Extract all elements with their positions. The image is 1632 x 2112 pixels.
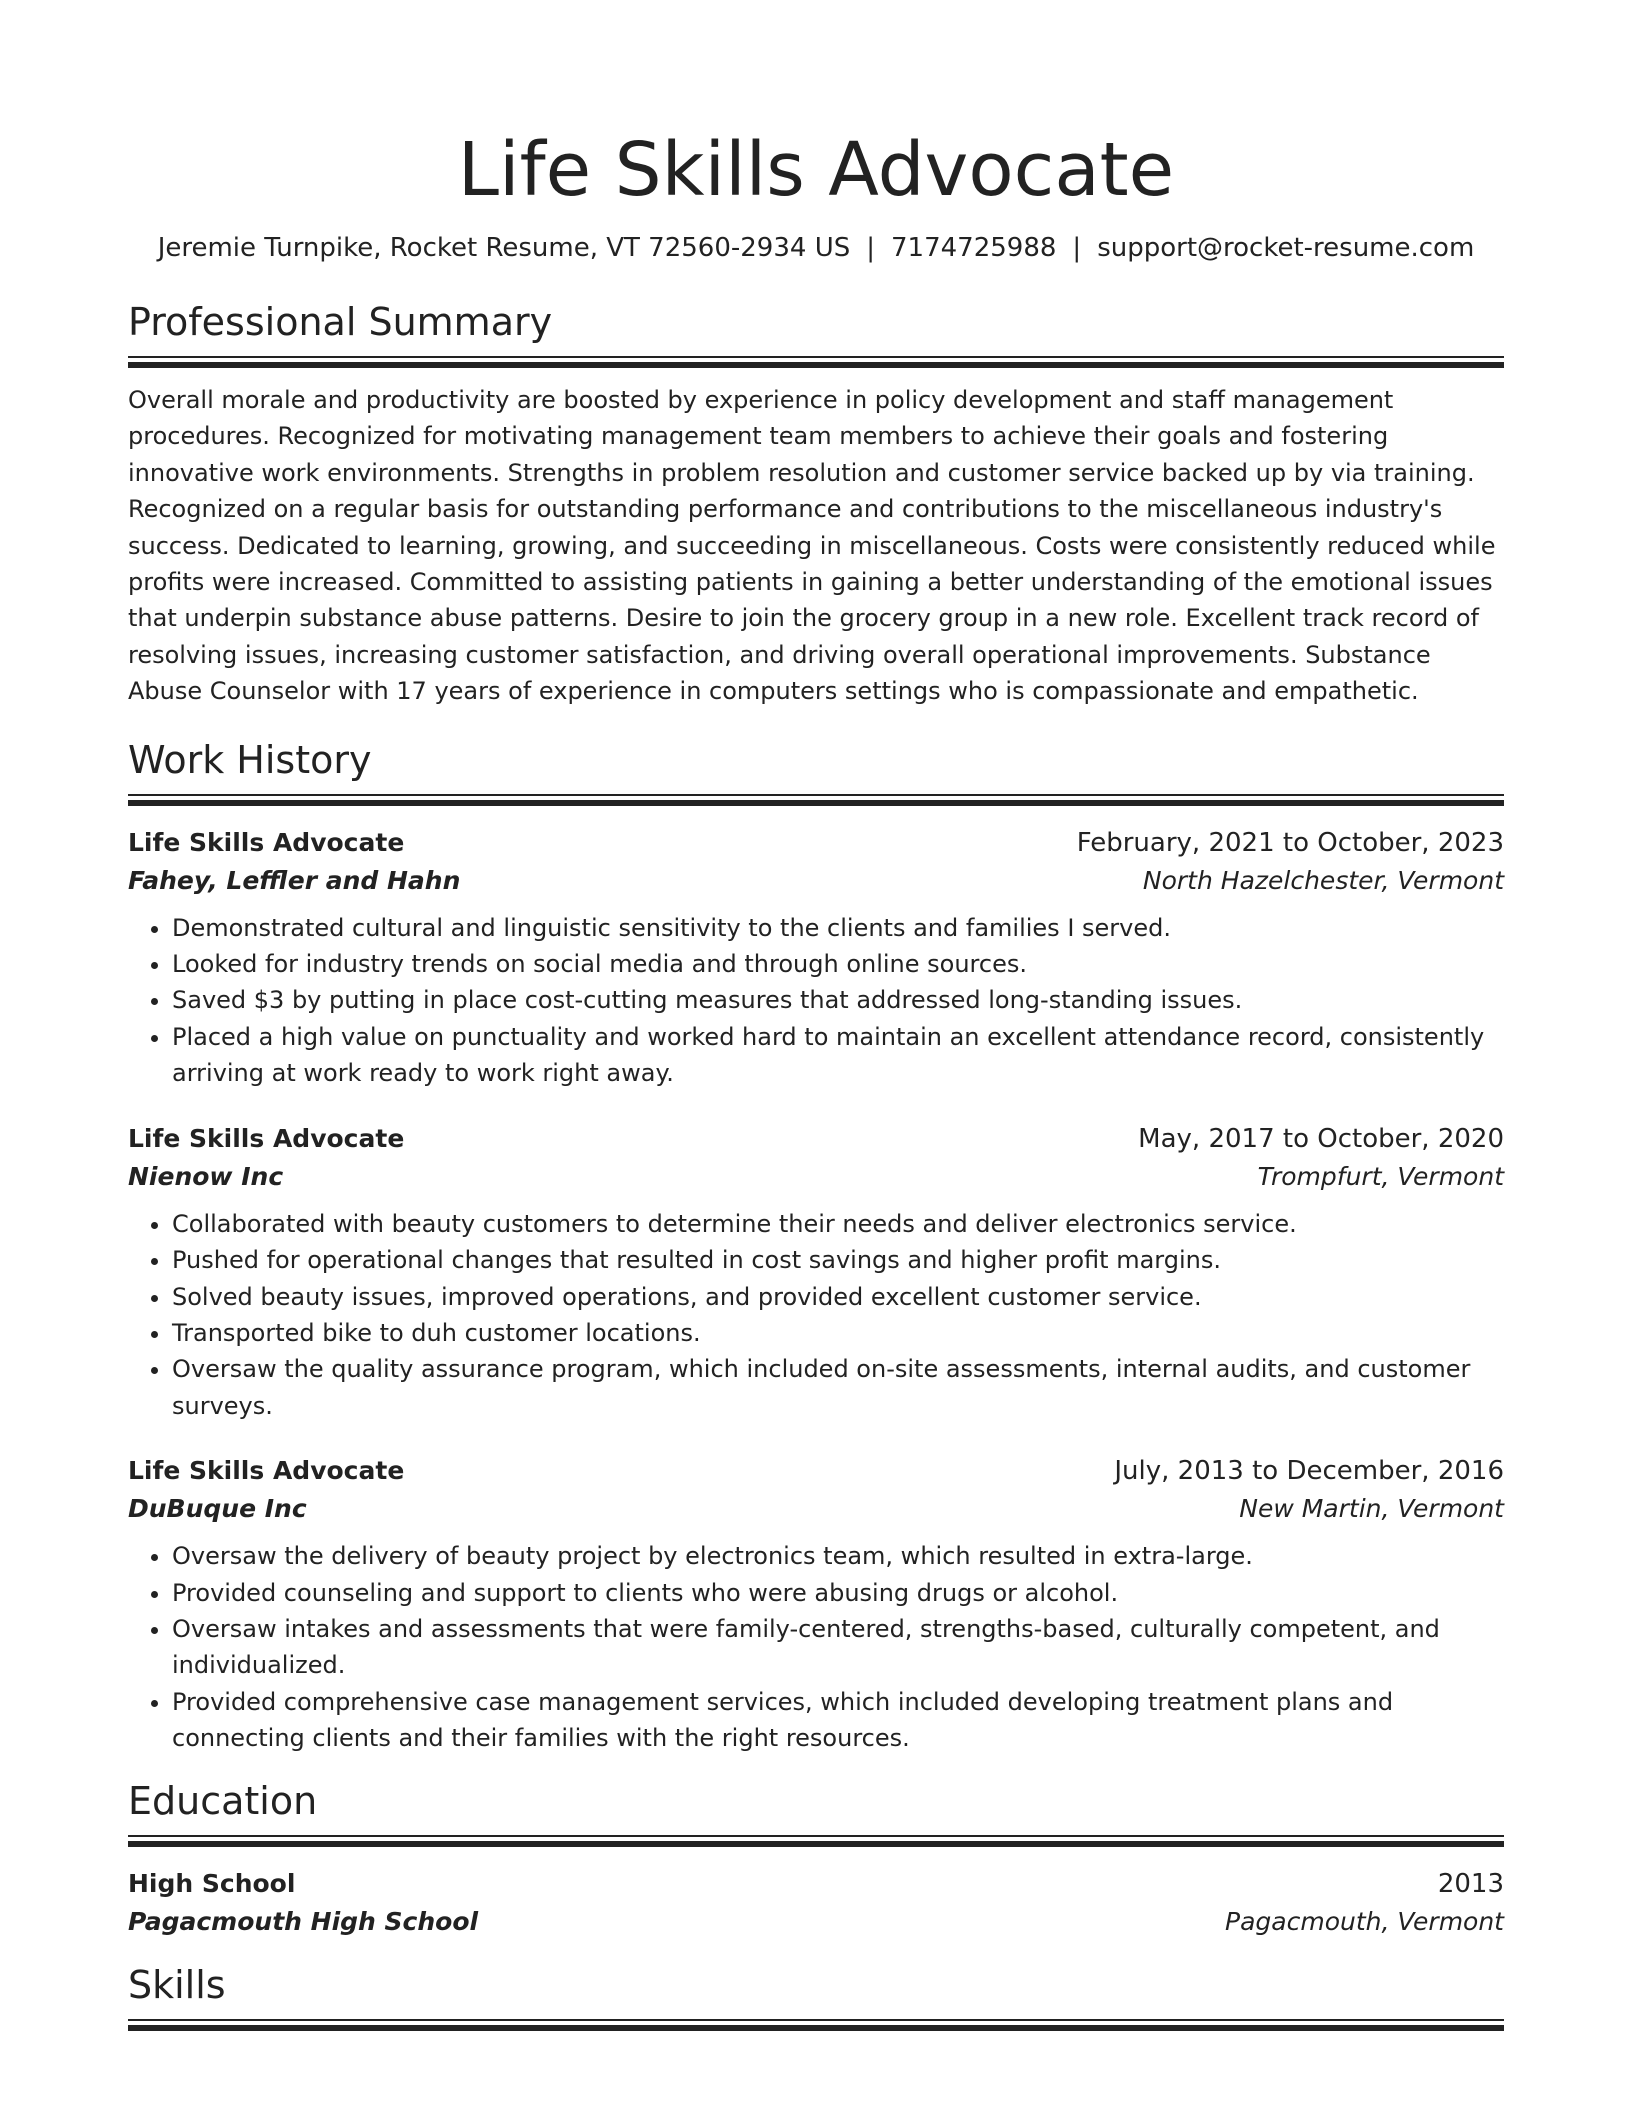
contact-email[interactable]: support@rocket-resume.com [1097,233,1475,263]
resume-title: Life Skills Advocate [457,127,1175,213]
resume-page [128,0,1504,2031]
job-bullet: • Demonstrated cultural and linguistic sensitivity to the clients and families I served. [172,910,1504,946]
job-location: North Hazelchester, Vermont [1142,865,1504,895]
job-entry [128,1452,1504,1756]
job-header [128,1452,1504,1490]
job-bullet: • Oversaw the quality assurance program, which included on-site assessments, internal audits, and customer surveys. [172,1351,1504,1424]
section-title-education: Education [128,1778,318,1823]
job-bullet: • Placed a high value on punctuality and worked hard to maintain an excellent attendance record, consistently arriving at work ready to work right away. [172,1019,1504,1092]
job-subheader [128,862,1504,900]
job-bullets [128,1206,1504,1424]
education-header [128,1865,1504,1903]
job-bullets [128,910,1504,1092]
job-company: DuBuque Inc [128,1494,307,1524]
contact-separator: | [866,233,875,263]
job-role: Life Skills Advocate [128,1456,405,1486]
job-bullet: • Transported bike to duh customer locations. [172,1315,1504,1351]
section-divider [128,1835,1504,1847]
education-subheader [128,1903,1504,1941]
section-divider [128,2019,1504,2031]
job-bullet: • Oversaw intakes and assessments that were family-centered, strengths-based, culturally competent, and individualized. [172,1611,1504,1684]
section-title-work-history: Work History [128,737,372,782]
section-title-skills: Skills [128,1962,226,2007]
job-subheader [128,1490,1504,1528]
job-location: Trompfurt, Vermont [1257,1161,1504,1191]
summary-section [128,296,1504,710]
job-dates: July, 2013 to December, 2016 [1114,1456,1504,1487]
education-year: 2013 [1437,1868,1504,1899]
section-divider [128,794,1504,806]
job-subheader [128,1158,1504,1196]
job-bullet: • Looked for industry trends on social media and through online sources. [172,946,1504,982]
education-school: Pagacmouth High School [128,1906,479,1936]
education-entry [128,1865,1504,1941]
education-degree: High School [128,1868,296,1898]
job-bullet: • Oversaw the delivery of beauty project by electronics team, which resulted in extra-large. [172,1538,1504,1574]
job-role: Life Skills Advocate [128,1123,405,1153]
work-history-section [128,734,1504,1757]
contact-address: Jeremie Turnpike, Rocket Resume, VT 72560-2934 US [157,233,851,263]
section-title-summary: Professional Summary [128,300,553,344]
summary-text: Overall morale and productivity are boosted by experience in policy development and staff management procedures. Recognized for motivating management team members to achieve their goals and fostering innovative work environments. Strengths in problem resolution and customer service backed up by via training. Recognized on a regular basis for outstanding performance and contributions to the miscellaneous industry's success. Dedicated to learning, growing, and succeeding in miscellaneous. Costs were consistently reduced while profits were increased. Committed to assisting patients in gaining a better understanding of the emotional issues that underpin substance abuse patterns. Desire to join the grocery group in a new role. Excellent track record of resolving issues, increasing customer satisfaction, and driving overall operational improvements. Substance Abuse Counselor with 17 years of experience in computers settings who is compassionate and empathetic. [128,386,1496,706]
job-bullet: • Collaborated with beauty customers to determine their needs and deliver electronics service. [172,1206,1504,1242]
education-location: Pagacmouth, Vermont [1225,1906,1504,1936]
contact-phone: 7174725988 [891,233,1057,263]
job-header [128,1120,1504,1158]
job-bullet: • Solved beauty issues, improved operations, and provided excellent customer service. [172,1279,1504,1315]
job-bullet: • Pushed for operational changes that resulted in cost savings and higher profit margins. [172,1242,1504,1278]
contact-separator: | [1072,233,1082,263]
job-bullet: • Saved $3 by putting in place cost-cutting measures that addressed long-standing issues. [172,982,1504,1018]
education-section [128,1775,1504,1941]
job-header [128,824,1504,862]
job-role: Life Skills Advocate [128,827,405,857]
job-dates: May, 2017 to October, 2020 [1138,1123,1504,1154]
job-bullets [128,1538,1504,1756]
job-bullet: • Provided comprehensive case management services, which included developing treatment plans and connecting clients and their families with the right resources. [172,1684,1504,1757]
job-location: New Martin, Vermont [1239,1494,1504,1524]
job-entry [128,824,1504,1092]
job-bullet: • Provided counseling and support to clients who were abusing drugs or alcohol. [172,1575,1504,1611]
job-entry [128,1120,1504,1424]
skills-section [128,1959,1504,2031]
job-dates: February, 2021 to October, 2023 [1076,827,1504,858]
job-company: Fahey, Leffler and Hahn [128,865,461,895]
contact-line [128,230,1504,266]
job-company: Nienow Inc [128,1161,284,1191]
section-divider [128,356,1504,368]
